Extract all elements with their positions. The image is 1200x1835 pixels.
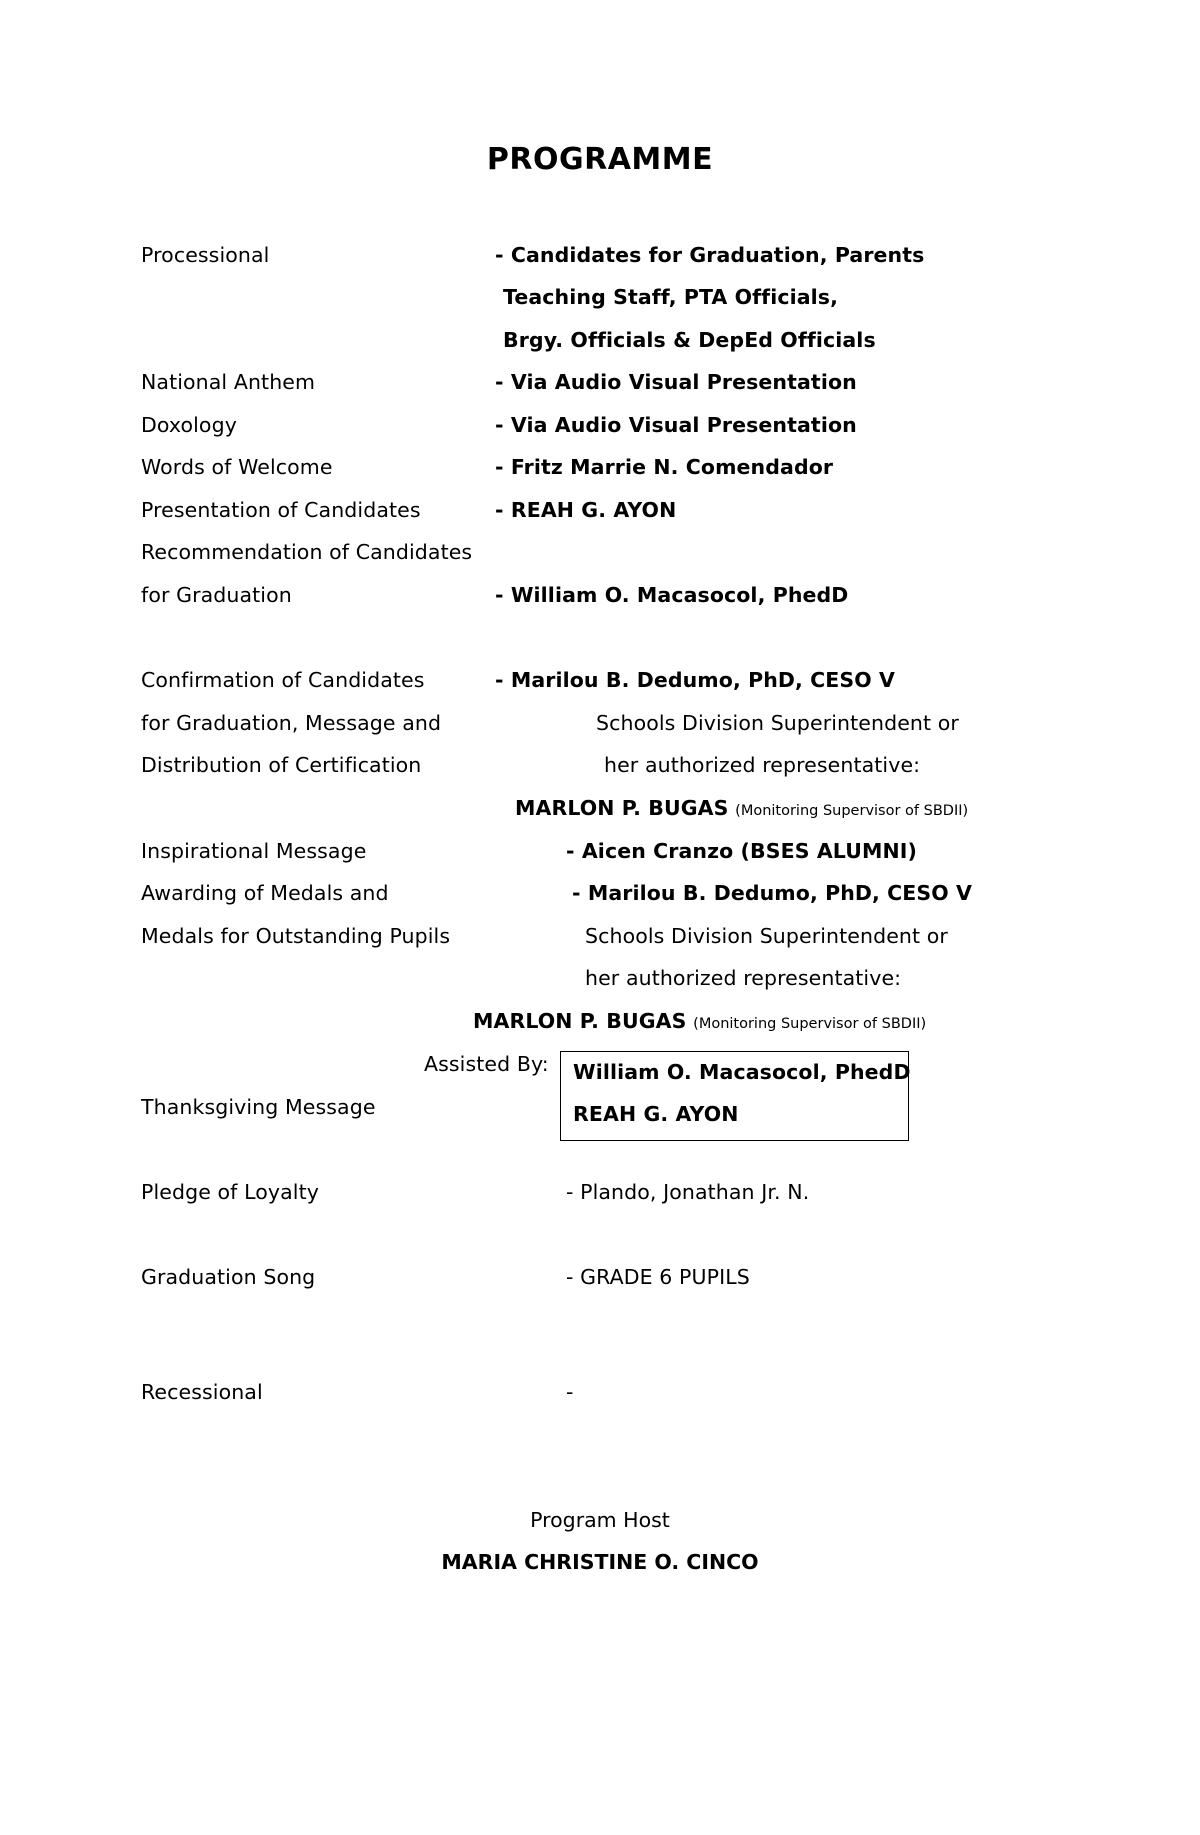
- recommendation-value: - William O. Macasocol, PhedD: [495, 583, 849, 607]
- thanksgiving-label: Thanksgiving Message: [141, 1095, 376, 1119]
- confirmation-rep-role: (Monitoring Supervisor of SBDII): [735, 803, 969, 819]
- assisted-by-label: Assisted By:: [424, 1052, 549, 1076]
- confirmation-value-line3: her authorized representative:: [604, 753, 921, 777]
- national-anthem-value: - Via Audio Visual Presentation: [495, 370, 857, 394]
- presentation-value: - REAH G. AYON: [495, 498, 677, 522]
- assisted-by-name-1: William O. Macasocol, PhedD: [573, 1060, 911, 1084]
- processional-value-line3: Brgy. Officials & DepEd Officials: [503, 328, 876, 352]
- recommendation-label-line1: Recommendation of Candidates: [141, 540, 473, 564]
- awarding-label-line2: Medals for Outstanding Pupils: [141, 924, 451, 948]
- song-label: Graduation Song: [141, 1265, 316, 1289]
- doxology-value: - Via Audio Visual Presentation: [495, 413, 857, 437]
- program-host-label: Program Host: [530, 1508, 670, 1532]
- confirmation-representative: [515, 795, 968, 824]
- awarding-value-line2: Schools Division Superintendent or: [585, 924, 948, 948]
- processional-label: Processional: [141, 243, 270, 267]
- inspirational-label: Inspirational Message: [141, 839, 367, 863]
- confirmation-rep-name: MARLON P. BUGAS: [515, 796, 729, 820]
- pledge-value: - Plando, Jonathan Jr. N.: [566, 1180, 810, 1204]
- recessional-value: -: [566, 1380, 574, 1404]
- program-host-name: MARIA CHRISTINE O. CINCO: [441, 1550, 759, 1574]
- processional-value-line1: - Candidates for Graduation, Parents: [495, 243, 925, 267]
- confirmation-label-line3: Distribution of Certification: [141, 753, 422, 777]
- recessional-label: Recessional: [141, 1380, 263, 1404]
- assisted-by-name-2: REAH G. AYON: [573, 1102, 739, 1126]
- welcome-label: Words of Welcome: [141, 455, 333, 479]
- doxology-label: Doxology: [141, 413, 237, 437]
- presentation-label: Presentation of Candidates: [141, 498, 421, 522]
- confirmation-value-line2: Schools Division Superintendent or: [596, 711, 959, 735]
- pledge-label: Pledge of Loyalty: [141, 1180, 319, 1204]
- awarding-value-line1: - Marilou B. Dedumo, PhD, CESO V: [572, 881, 972, 905]
- confirmation-value-line1: - Marilou B. Dedumo, PhD, CESO V: [495, 668, 895, 692]
- welcome-value: - Fritz Marrie N. Comendador: [495, 455, 834, 479]
- national-anthem-label: National Anthem: [141, 370, 316, 394]
- confirmation-label-line1: Confirmation of Candidates: [141, 668, 425, 692]
- page-title: PROGRAMME: [486, 142, 714, 177]
- awarding-rep-name: MARLON P. BUGAS: [473, 1009, 687, 1033]
- inspirational-value: - Aicen Cranzo (BSES ALUMNI): [566, 839, 917, 863]
- awarding-representative: [473, 1008, 926, 1037]
- recommendation-label-line2: for Graduation: [141, 583, 292, 607]
- confirmation-label-line2: for Graduation, Message and: [141, 711, 442, 735]
- song-value: - GRADE 6 PUPILS: [566, 1265, 750, 1289]
- awarding-rep-role: (Monitoring Supervisor of SBDII): [693, 1016, 927, 1032]
- processional-value-line2: Teaching Staff, PTA Officials,: [503, 285, 838, 309]
- awarding-value-line3: her authorized representative:: [585, 966, 902, 990]
- awarding-label-line1: Awarding of Medals and: [141, 881, 389, 905]
